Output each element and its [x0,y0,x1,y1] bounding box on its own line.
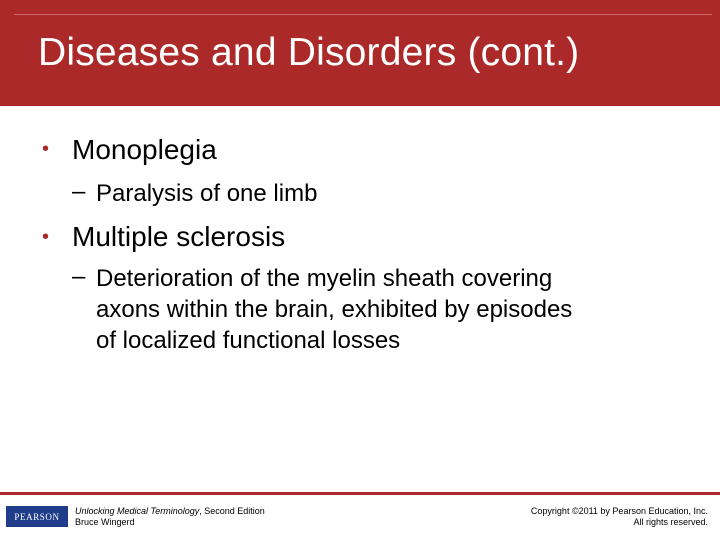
bullet-marker: • [42,138,50,160]
copyright-text: Copyright ©2011 by Pearson Education, Inc. [530,506,708,516]
footer-rule [0,492,720,495]
pearson-logo: PEARSON [6,506,68,527]
bullet-text-monoplegia: Monoplegia [72,134,217,165]
bullet-text-multiple-sclerosis: Multiple sclerosis [72,221,286,252]
subbullet-line: axons within the brain, exhibited by episodes [96,296,573,323]
title-bar [0,0,720,106]
book-author: Bruce Wingerd [75,517,135,527]
book-title: Unlocking Medical Terminology [75,506,200,516]
title-bar-rule [14,14,712,15]
subbullet-marker: – [72,178,86,205]
slide-title: Diseases and Disorders (cont.) [38,31,580,74]
rights-text: All rights reserved. [633,517,708,527]
subbullet-text-block [96,263,686,356]
bullet-marker: • [42,226,50,248]
subbullet-marker: – [72,263,86,290]
subbullet-line: of localized functional losses [96,327,401,354]
footer-copyright [531,506,708,528]
footer-book-info [75,506,265,528]
book-edition: , Second Edition [199,506,265,516]
subbullet-text: Paralysis of one limb [96,180,318,207]
subbullet-line: Deterioration of the myelin sheath covering [96,265,553,292]
